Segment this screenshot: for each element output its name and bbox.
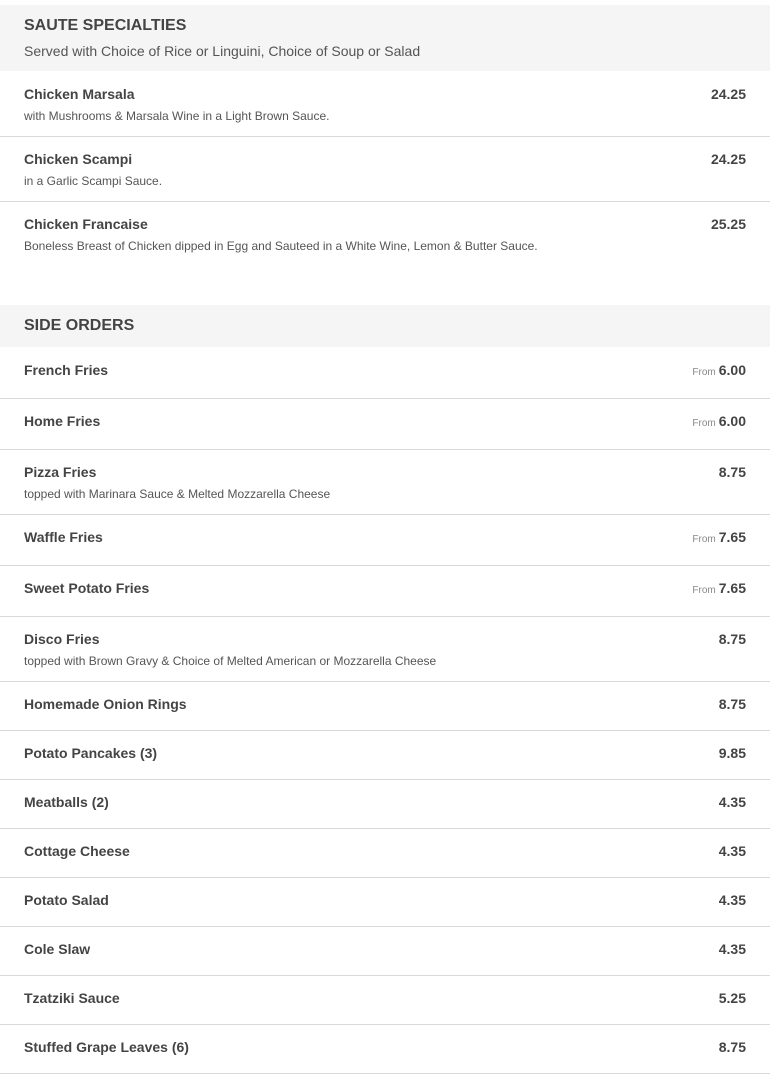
item-name: Potato Pancakes (3): [24, 745, 158, 761]
menu-item-potato-salad[interactable]: [0, 877, 770, 927]
item-price: [719, 745, 746, 761]
price-value: 6.00: [718, 413, 746, 429]
price-from-label: From: [692, 534, 716, 545]
item-name: Tzatziki Sauce: [24, 990, 120, 1006]
item-name: Meatballs (2): [24, 794, 109, 810]
item-price: [719, 696, 746, 712]
price-value: 8.75: [718, 1039, 746, 1055]
item-name: French Fries: [24, 362, 109, 378]
menu-item-meatballs[interactable]: [0, 779, 770, 829]
menu-item-homemade-onion-rings[interactable]: [0, 681, 770, 731]
item-name: Stuffed Grape Leaves (6): [24, 1039, 189, 1055]
menu-item-home-fries[interactable]: [0, 398, 770, 450]
item-price: [692, 580, 746, 596]
item-name: Chicken Scampi: [24, 151, 133, 167]
price-value: 4.35: [718, 794, 746, 810]
item-price: [692, 529, 746, 545]
menu-item-cole-slaw[interactable]: [0, 926, 770, 976]
section-title: SAUTE SPECIALTIES: [24, 17, 187, 34]
item-price: [719, 794, 746, 810]
price-value: 8.75: [718, 631, 746, 647]
item-price: [719, 843, 746, 859]
item-price: [711, 86, 746, 102]
item-description: topped with Brown Gravy & Choice of Melted American or Mozzarella Cheese: [24, 654, 437, 668]
item-price: [711, 151, 746, 167]
item-name: Disco Fries: [24, 631, 100, 647]
item-price: [692, 413, 746, 429]
item-price: [692, 362, 746, 378]
menu-item-chicken-marsala[interactable]: [0, 71, 770, 137]
menu-item-stuffed-grape-leaves[interactable]: [0, 1024, 770, 1074]
item-description: with Mushrooms & Marsala Wine in a Light Brown Sauce.: [24, 109, 330, 123]
item-name: Chicken Francaise: [24, 216, 148, 232]
section-header-saute: [0, 5, 770, 71]
menu-item-tzatziki-sauce[interactable]: [0, 975, 770, 1025]
price-value: 7.65: [718, 580, 746, 596]
menu-item-pizza-fries[interactable]: [0, 449, 770, 515]
menu-item-waffle-fries[interactable]: [0, 514, 770, 566]
menu-item-sweet-potato-fries[interactable]: [0, 565, 770, 617]
item-name: Pizza Fries: [24, 464, 97, 480]
item-name: Chicken Marsala: [24, 86, 135, 102]
item-price: [711, 216, 746, 232]
price-value: 8.75: [718, 696, 746, 712]
item-name: Cole Slaw: [24, 941, 91, 957]
item-name: Potato Salad: [24, 892, 109, 908]
item-name: Cottage Cheese: [24, 843, 130, 859]
menu-item-disco-fries[interactable]: [0, 616, 770, 682]
item-description: topped with Marinara Sauce & Melted Mozzarella Cheese: [24, 487, 331, 501]
price-from-label: From: [692, 585, 716, 596]
item-name: Sweet Potato Fries: [24, 580, 150, 596]
price-value: 24.25: [710, 151, 746, 167]
menu-item-chicken-scampi[interactable]: [0, 136, 770, 202]
item-price: [719, 464, 746, 480]
menu-item-french-fries[interactable]: [0, 347, 770, 399]
price-value: 8.75: [718, 464, 746, 480]
price-value: 4.35: [718, 941, 746, 957]
section-header-side-orders: [0, 305, 770, 347]
price-value: 9.85: [718, 745, 746, 761]
item-price: [719, 631, 746, 647]
price-value: 6.00: [718, 362, 746, 378]
price-value: 4.35: [718, 892, 746, 908]
menu-item-potato-pancakes[interactable]: [0, 730, 770, 780]
price-from-label: From: [692, 367, 716, 378]
item-name: Homemade Onion Rings: [24, 696, 187, 712]
item-description: in a Garlic Scampi Sauce.: [24, 174, 163, 188]
price-value: 4.35: [718, 843, 746, 859]
section-subtitle: Served with Choice of Rice or Linguini, Choice of Soup or Salad: [24, 43, 421, 59]
item-price: [719, 990, 746, 1006]
item-name: Waffle Fries: [24, 529, 103, 545]
price-value: 7.65: [718, 529, 746, 545]
price-from-label: From: [692, 418, 716, 429]
price-value: 24.25: [710, 86, 746, 102]
section-title: SIDE ORDERS: [24, 317, 135, 334]
menu-item-cottage-cheese[interactable]: [0, 828, 770, 878]
item-name: Home Fries: [24, 413, 101, 429]
item-description: Boneless Breast of Chicken dipped in Egg and Sauteed in a White Wine, Lemon & Butter Sauce.: [24, 239, 538, 253]
menu-item-chicken-francaise[interactable]: [0, 201, 770, 271]
price-value: 5.25: [718, 990, 746, 1006]
item-price: [719, 941, 746, 957]
item-price: [719, 892, 746, 908]
item-price: [719, 1039, 746, 1055]
price-value: 25.25: [710, 216, 746, 232]
